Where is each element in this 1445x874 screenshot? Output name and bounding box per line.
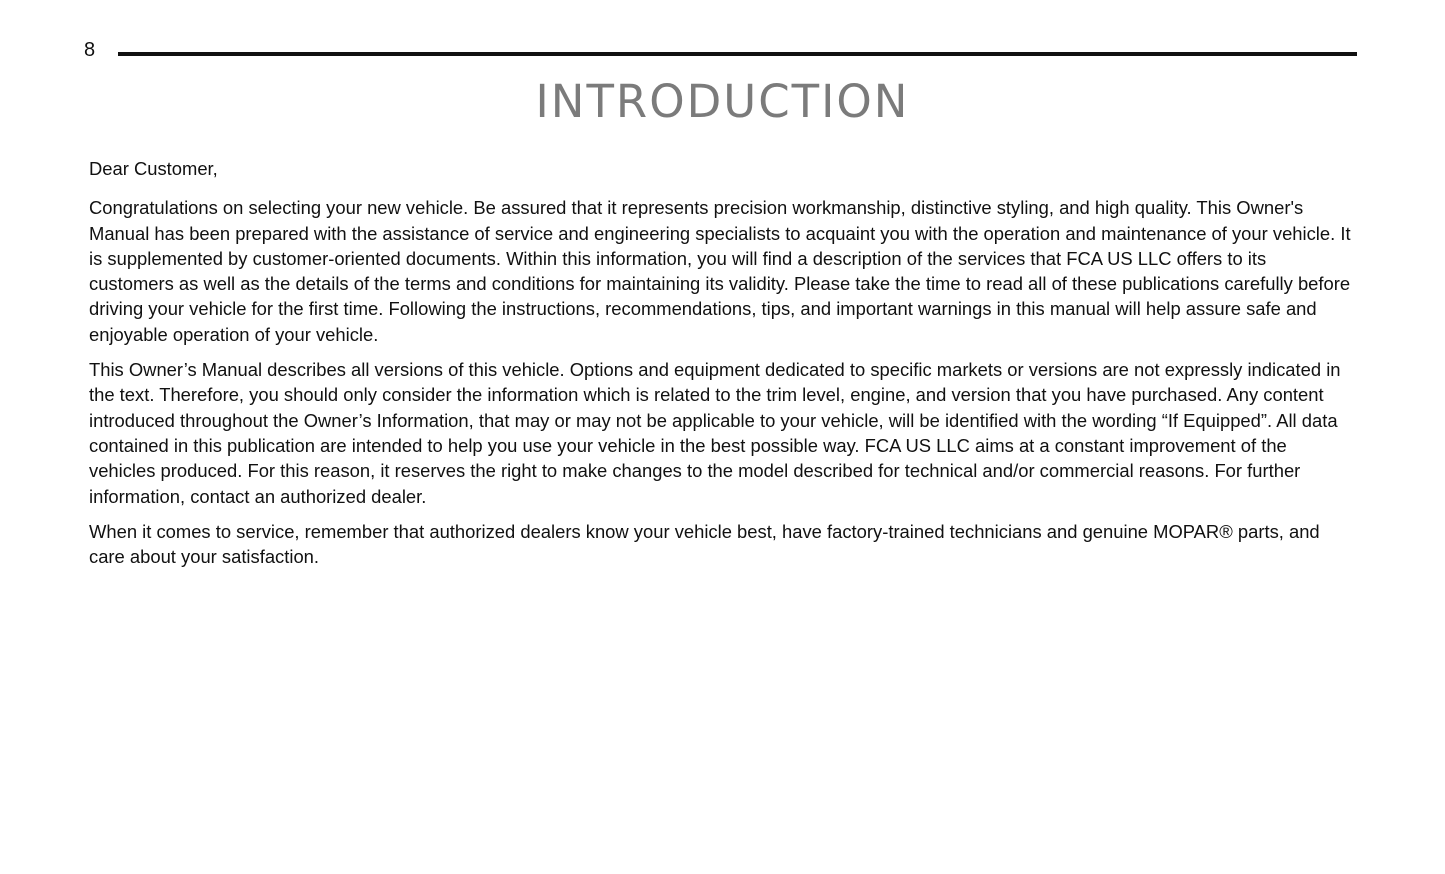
header-rule [118, 52, 1357, 56]
page-title: INTRODUCTION [535, 75, 910, 128]
paragraph-versions: This Owner’s Manual describes all versions of this vehicle. Options and equipment dedicated to specific markets or versions are not expressly indicated in the text. Therefore, you should only consider the information which is related to the trim level, engine, and version that you have purchased. Any content introduced throughout the Owner’s Information, that may or may not be applicable to your vehicle, will be identified with the wording “If Equipped”. All data contained in this publication are intended to help you use your vehicle in the best possible way. FCA US LLC aims at a constant improvement of the vehicles produced. For this reason, it reserves the right to make changes to the model described for technical and/or commercial reasons. For further information, contact an authorized dealer. [89, 359, 1341, 507]
salutation: Dear Customer, [89, 158, 218, 179]
body-text [89, 156, 1355, 579]
paragraph-congratulations: Congratulations on selecting your new vehicle. Be assured that it represents precision workmanship, distinctive styling, and high quality. This Owner's Manual has been prepared with the assistance of service and engineering specialists to acquaint you with the operation and maintenance of your vehicle. It is supplemented by customer-oriented documents. Within this information, you will find a description of the services that FCA US LLC offers to its customers as well as the details of the terms and conditions for maintaining its validity. Please take the time to read all of these publications carefully before driving your vehicle for the first time. Following the instructions, recommendations, tips, and important warnings in this manual will help assure safe and enjoyable operation of your vehicle. [89, 197, 1351, 345]
page-number: 8 [84, 39, 96, 61]
paragraph-service: When it comes to service, remember that authorized dealers know your vehicle best, have factory-trained technicians and genuine MOPAR® parts, and care about your satisfaction. [89, 520, 1320, 568]
